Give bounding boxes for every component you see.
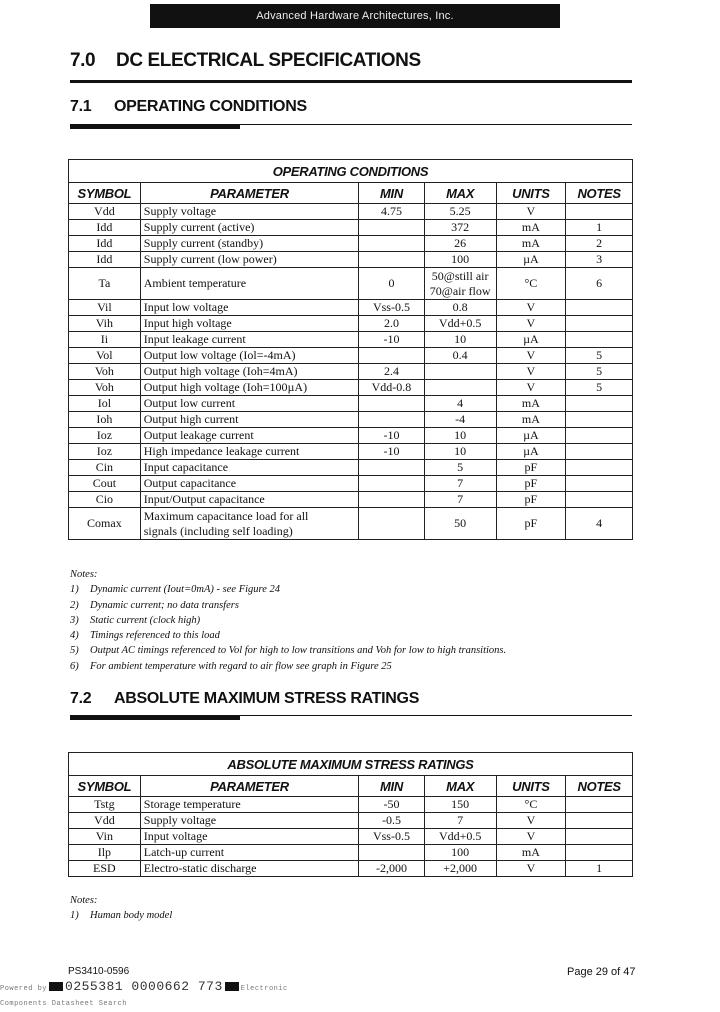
cell-units: µA bbox=[496, 332, 566, 348]
note-item: 4) Timings referenced to this load bbox=[70, 630, 220, 642]
cell-max: 4 bbox=[424, 396, 496, 412]
cell-max: 10 bbox=[424, 332, 496, 348]
document-number: PS3410-0596 bbox=[68, 966, 130, 977]
col-header-max: MAX bbox=[424, 776, 496, 797]
cell-units: mA bbox=[496, 236, 566, 252]
cell-notes bbox=[566, 332, 633, 348]
cell-symbol: Tstg bbox=[69, 797, 141, 813]
cell-min: -2,000 bbox=[359, 861, 425, 877]
cell-parameter: Output leakage current bbox=[140, 428, 358, 444]
col-header-units: UNITS bbox=[496, 183, 566, 204]
absolute-max-ratings-table bbox=[68, 752, 633, 877]
table-row bbox=[69, 396, 633, 412]
cell-symbol: Idd bbox=[69, 236, 141, 252]
subsection-heading-7-2 bbox=[70, 690, 419, 708]
cell-units: V bbox=[496, 300, 566, 316]
cell-min bbox=[359, 476, 425, 492]
cell-symbol: Iol bbox=[69, 396, 141, 412]
scan-watermark-left: Powered by bbox=[0, 985, 48, 993]
cell-units: pF bbox=[496, 460, 566, 476]
cell-notes bbox=[566, 396, 633, 412]
cell-min bbox=[359, 460, 425, 476]
cell-symbol: Vol bbox=[69, 348, 141, 364]
cell-max: 7 bbox=[424, 813, 496, 829]
cell-max: 100 bbox=[424, 845, 496, 861]
cell-notes: 5 bbox=[566, 380, 633, 396]
cell-parameter: Output high voltage (Ioh=4mA) bbox=[140, 364, 358, 380]
cell-symbol: Cio bbox=[69, 492, 141, 508]
cell-notes bbox=[566, 444, 633, 460]
cell-min: 2.0 bbox=[359, 316, 425, 332]
cell-units: V bbox=[496, 348, 566, 364]
notes-title: Notes: bbox=[70, 569, 98, 580]
cell-units: V bbox=[496, 829, 566, 845]
cell-min bbox=[359, 236, 425, 252]
table-row bbox=[69, 861, 633, 877]
note-item: 2) Dynamic current; no data transfers bbox=[70, 599, 239, 611]
cell-notes bbox=[566, 316, 633, 332]
col-header-symbol: SYMBOL bbox=[69, 183, 141, 204]
cell-max: Vdd+0.5 bbox=[424, 829, 496, 845]
section-heading-7-0 bbox=[70, 50, 421, 72]
table-row bbox=[69, 348, 633, 364]
cell-parameter: Supply current (active) bbox=[140, 220, 358, 236]
table-row bbox=[69, 300, 633, 316]
col-header-units: UNITS bbox=[496, 776, 566, 797]
table-caption: ABSOLUTE MAXIMUM STRESS RATINGS bbox=[69, 753, 633, 776]
cell-min: 0 bbox=[359, 268, 425, 300]
subsection-heading-7-1 bbox=[70, 98, 307, 116]
cell-symbol: Voh bbox=[69, 364, 141, 380]
cell-min bbox=[359, 396, 425, 412]
cell-symbol: Ii bbox=[69, 332, 141, 348]
cell-units: µA bbox=[496, 444, 566, 460]
cell-parameter: Ambient temperature bbox=[140, 268, 358, 300]
cell-max: 5 bbox=[424, 460, 496, 476]
cell-min bbox=[359, 492, 425, 508]
barcode-block-right bbox=[225, 982, 239, 991]
cell-min: 4.75 bbox=[359, 204, 425, 220]
cell-symbol: Vih bbox=[69, 316, 141, 332]
table-row bbox=[69, 829, 633, 845]
cell-max: 0.4 bbox=[424, 348, 496, 364]
cell-units: °C bbox=[496, 797, 566, 813]
cell-symbol: Ioz bbox=[69, 444, 141, 460]
cell-units: V bbox=[496, 316, 566, 332]
scan-watermark-right: Electronic Components Datasheet Search bbox=[0, 985, 288, 1008]
cell-symbol: Cout bbox=[69, 476, 141, 492]
cell-symbol: Idd bbox=[69, 252, 141, 268]
col-header-symbol: SYMBOL bbox=[69, 776, 141, 797]
note-item: 3) Static current (clock high) bbox=[70, 614, 201, 626]
col-header-max: MAX bbox=[424, 183, 496, 204]
cell-symbol: Ioh bbox=[69, 412, 141, 428]
barcode-number: 0255381 0000662 773 bbox=[65, 979, 223, 994]
cell-max: 372 bbox=[424, 220, 496, 236]
section-number: 7.0 bbox=[70, 50, 96, 71]
table-row bbox=[69, 845, 633, 861]
cell-min: 2.4 bbox=[359, 364, 425, 380]
table-row bbox=[69, 508, 633, 540]
cell-symbol: Vdd bbox=[69, 204, 141, 220]
cell-min bbox=[359, 348, 425, 364]
cell-notes: 6 bbox=[566, 268, 633, 300]
operating-conditions-table bbox=[68, 159, 633, 540]
cell-notes bbox=[566, 428, 633, 444]
cell-notes: 5 bbox=[566, 348, 633, 364]
cell-notes bbox=[566, 797, 633, 813]
cell-units: V bbox=[496, 364, 566, 380]
table-row bbox=[69, 492, 633, 508]
cell-symbol: Ilp bbox=[69, 845, 141, 861]
cell-parameter: Input high voltage bbox=[140, 316, 358, 332]
cell-notes bbox=[566, 813, 633, 829]
cell-parameter: Supply voltage bbox=[140, 204, 358, 220]
cell-units: V bbox=[496, 861, 566, 877]
cell-parameter: Output high voltage (Ioh=100µA) bbox=[140, 380, 358, 396]
col-header-min: MIN bbox=[359, 776, 425, 797]
cell-units: V bbox=[496, 813, 566, 829]
company-header-bar bbox=[150, 4, 560, 28]
cell-min: -0.5 bbox=[359, 813, 425, 829]
cell-symbol: Vin bbox=[69, 829, 141, 845]
cell-max bbox=[424, 380, 496, 396]
cell-units: pF bbox=[496, 476, 566, 492]
cell-max: -4 bbox=[424, 412, 496, 428]
cell-min bbox=[359, 845, 425, 861]
cell-notes bbox=[566, 829, 633, 845]
cell-max: 100 bbox=[424, 252, 496, 268]
table-row bbox=[69, 364, 633, 380]
cell-notes bbox=[566, 476, 633, 492]
col-header-notes: NOTES bbox=[566, 776, 633, 797]
cell-parameter: Maximum capacitance load for all signals (including self loading) bbox=[140, 508, 358, 540]
subsection-rule-bar bbox=[70, 124, 240, 129]
company-name: Advanced Hardware Architectures, Inc. bbox=[256, 10, 454, 22]
table-row bbox=[69, 204, 633, 220]
operating-notes bbox=[70, 567, 506, 674]
col-header-parameter: PARAMETER bbox=[140, 183, 358, 204]
cell-units: °C bbox=[496, 268, 566, 300]
table-row bbox=[69, 444, 633, 460]
cell-notes: 2 bbox=[566, 236, 633, 252]
subsection-rule-bar bbox=[70, 715, 240, 720]
cell-parameter: Input low voltage bbox=[140, 300, 358, 316]
cell-parameter: Latch-up current bbox=[140, 845, 358, 861]
col-header-parameter: PARAMETER bbox=[140, 776, 358, 797]
cell-max: 26 bbox=[424, 236, 496, 252]
page-number: Page 29 of 47 bbox=[567, 966, 636, 978]
cell-max: 50 bbox=[424, 508, 496, 540]
col-header-min: MIN bbox=[359, 183, 425, 204]
table-row bbox=[69, 797, 633, 813]
cell-symbol: Comax bbox=[69, 508, 141, 540]
table-row bbox=[69, 316, 633, 332]
table-row bbox=[69, 236, 633, 252]
cell-parameter: Supply current (standby) bbox=[140, 236, 358, 252]
col-header-notes: NOTES bbox=[566, 183, 633, 204]
cell-min: -10 bbox=[359, 332, 425, 348]
cell-parameter: Output capacitance bbox=[140, 476, 358, 492]
cell-parameter: Input leakage current bbox=[140, 332, 358, 348]
cell-parameter: Input/Output capacitance bbox=[140, 492, 358, 508]
cell-symbol: Ta bbox=[69, 268, 141, 300]
cell-min: -10 bbox=[359, 428, 425, 444]
cell-min bbox=[359, 412, 425, 428]
cell-min: Vss-0.5 bbox=[359, 300, 425, 316]
barcode-block-left bbox=[49, 982, 63, 991]
cell-min: Vdd-0.8 bbox=[359, 380, 425, 396]
cell-min: Vss-0.5 bbox=[359, 829, 425, 845]
cell-max: 0.8 bbox=[424, 300, 496, 316]
cell-notes bbox=[566, 460, 633, 476]
cell-max: 50@still air 70@air flow bbox=[424, 268, 496, 300]
cell-parameter: Output low current bbox=[140, 396, 358, 412]
cell-units: V bbox=[496, 204, 566, 220]
cell-max: 7 bbox=[424, 492, 496, 508]
table-row bbox=[69, 412, 633, 428]
cell-notes: 3 bbox=[566, 252, 633, 268]
absolute-ratings-notes bbox=[70, 893, 172, 924]
cell-symbol: ESD bbox=[69, 861, 141, 877]
cell-notes bbox=[566, 412, 633, 428]
subsection-number: 7.2 bbox=[70, 690, 92, 707]
note-item: 5) Output AC timings referenced to Vol for high to low transitions and Voh for low to high transitions. bbox=[70, 645, 507, 657]
cell-units: V bbox=[496, 380, 566, 396]
cell-notes: 1 bbox=[566, 861, 633, 877]
notes-title: Notes: bbox=[70, 895, 98, 906]
cell-max: +2,000 bbox=[424, 861, 496, 877]
cell-symbol: Ioz bbox=[69, 428, 141, 444]
table-row bbox=[69, 220, 633, 236]
note-item: 6) For ambient temperature with regard to air flow see graph in Figure 25 bbox=[70, 660, 392, 672]
table-row bbox=[69, 380, 633, 396]
cell-symbol: Voh bbox=[69, 380, 141, 396]
cell-max bbox=[424, 364, 496, 380]
cell-notes bbox=[566, 492, 633, 508]
cell-units: pF bbox=[496, 508, 566, 540]
cell-max: 10 bbox=[424, 428, 496, 444]
cell-max: Vdd+0.5 bbox=[424, 316, 496, 332]
cell-units: mA bbox=[496, 220, 566, 236]
cell-notes bbox=[566, 845, 633, 861]
table-row bbox=[69, 460, 633, 476]
cell-notes: 5 bbox=[566, 364, 633, 380]
subsection-number: 7.1 bbox=[70, 98, 92, 115]
cell-units: mA bbox=[496, 396, 566, 412]
cell-notes bbox=[566, 300, 633, 316]
cell-units: pF bbox=[496, 492, 566, 508]
table-row bbox=[69, 332, 633, 348]
note-item: 1) Human body model bbox=[70, 910, 173, 922]
table-caption: OPERATING CONDITIONS bbox=[69, 160, 633, 183]
section-title: DC ELECTRICAL SPECIFICATIONS bbox=[116, 50, 421, 71]
cell-min bbox=[359, 220, 425, 236]
cell-notes bbox=[566, 204, 633, 220]
cell-parameter: Output low voltage (Iol=-4mA) bbox=[140, 348, 358, 364]
table-row bbox=[69, 252, 633, 268]
scan-barcode-line bbox=[0, 979, 300, 1008]
cell-max: 10 bbox=[424, 444, 496, 460]
cell-symbol: Vil bbox=[69, 300, 141, 316]
cell-parameter: Supply voltage bbox=[140, 813, 358, 829]
cell-max: 150 bbox=[424, 797, 496, 813]
subsection-title: OPERATING CONDITIONS bbox=[114, 98, 307, 115]
cell-symbol: Cin bbox=[69, 460, 141, 476]
table-row bbox=[69, 813, 633, 829]
cell-units: µA bbox=[496, 252, 566, 268]
cell-units: mA bbox=[496, 845, 566, 861]
cell-symbol: Vdd bbox=[69, 813, 141, 829]
cell-max: 5.25 bbox=[424, 204, 496, 220]
cell-max: 7 bbox=[424, 476, 496, 492]
cell-min bbox=[359, 252, 425, 268]
section-rule bbox=[70, 80, 632, 83]
table-row bbox=[69, 428, 633, 444]
cell-notes: 4 bbox=[566, 508, 633, 540]
cell-parameter: Electro-static discharge bbox=[140, 861, 358, 877]
cell-parameter: High impedance leakage current bbox=[140, 444, 358, 460]
cell-symbol: Idd bbox=[69, 220, 141, 236]
cell-parameter: Input capacitance bbox=[140, 460, 358, 476]
cell-notes: 1 bbox=[566, 220, 633, 236]
note-item: 1) Dynamic current (Iout=0mA) - see Figure 24 bbox=[70, 584, 281, 596]
cell-units: µA bbox=[496, 428, 566, 444]
subsection-title: ABSOLUTE MAXIMUM STRESS RATINGS bbox=[114, 690, 420, 707]
table-row bbox=[69, 268, 633, 300]
cell-parameter: Supply current (low power) bbox=[140, 252, 358, 268]
cell-min bbox=[359, 508, 425, 540]
cell-min: -50 bbox=[359, 797, 425, 813]
cell-parameter: Output high current bbox=[140, 412, 358, 428]
cell-parameter: Input voltage bbox=[140, 829, 358, 845]
cell-units: mA bbox=[496, 412, 566, 428]
cell-min: -10 bbox=[359, 444, 425, 460]
cell-parameter: Storage temperature bbox=[140, 797, 358, 813]
table-row bbox=[69, 476, 633, 492]
